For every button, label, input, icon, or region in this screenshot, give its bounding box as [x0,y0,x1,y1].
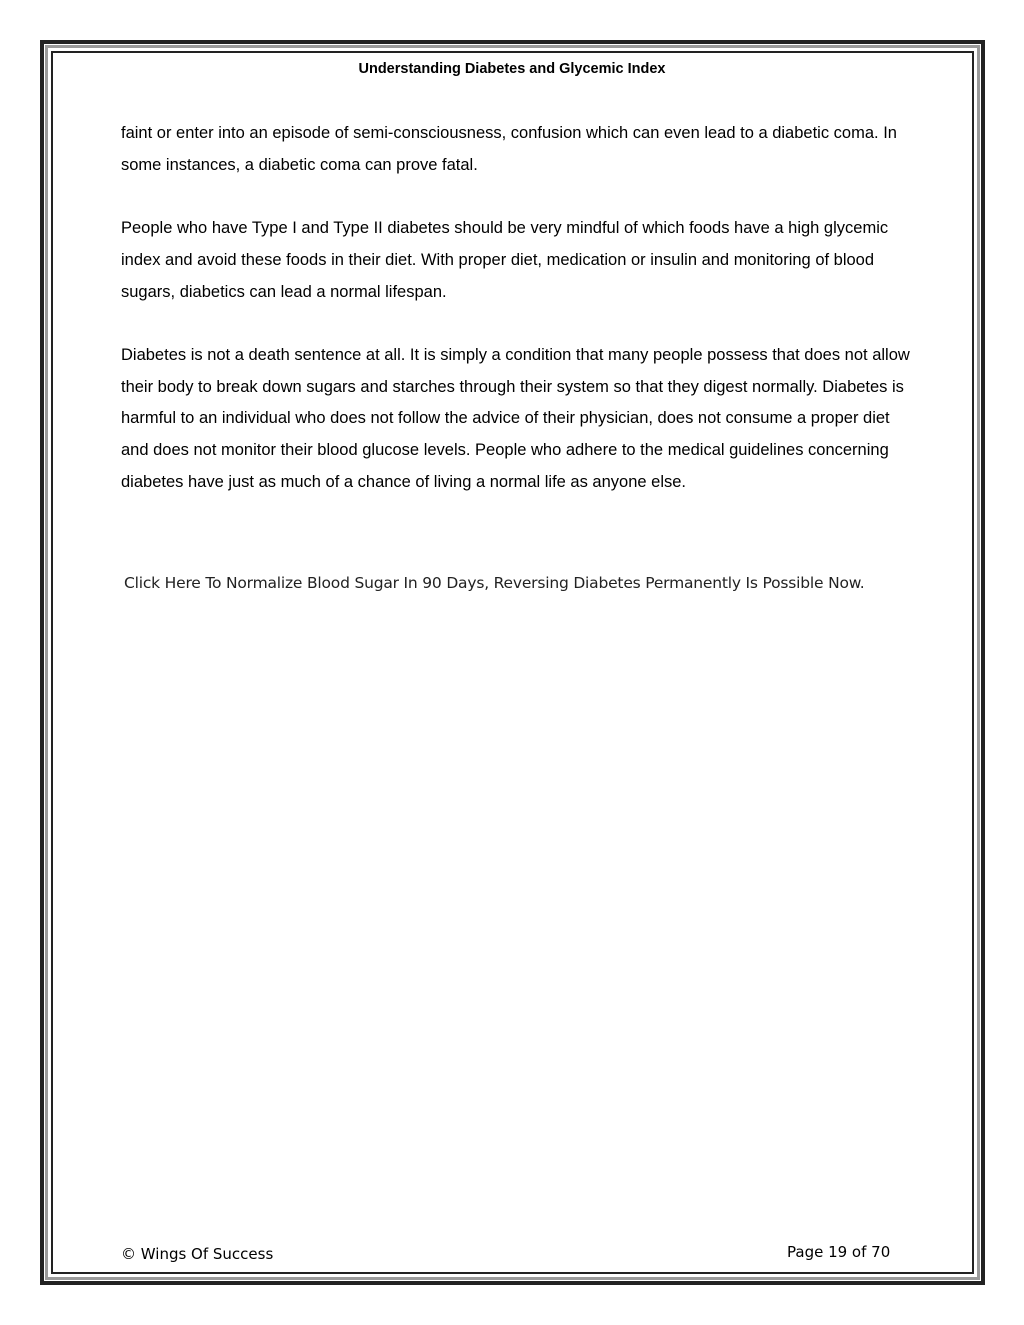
paragraph-2: People who have Type I and Type II diabetes should be very mindful of which foods have a high glycemic index and avoid these foods in their diet. With proper diet, medication or insulin and monitoring of blood sugars, diabetics can lead a normal lifespan. [121,219,889,301]
normalize-blood-sugar-link[interactable]: Click Here To Normalize Blood Sugar In 90 Days, Reversing Diabetes Permanently Is Possible Now. [124,574,865,592]
running-header-title: Understanding Diabetes and Glycemic Index [358,61,666,77]
footer-copyright: © Wings Of Success [121,1245,274,1263]
paragraph-3: Diabetes is not a death sentence at all. It is simply a condition that many people possess that does not allow their body to break down sugars and starches through their system so that they digest normally. Diabetes is harmful to an individual who does not follow the advice of their physician, does not consume a proper diet and does not monitor their blood glucose levels. People who adhere to the medical guidelines concerning diabetes have just as much of a chance of living a normal life as anyone else. [121,345,910,491]
document-body [121,118,921,530]
paragraph-1: faint or enter into an episode of semi-consciousness, confusion which can even lead to a diabetic coma. In some instances, a diabetic coma can prove fatal. [121,124,897,174]
footer-page-number: Page 19 of 70 [787,1243,891,1261]
